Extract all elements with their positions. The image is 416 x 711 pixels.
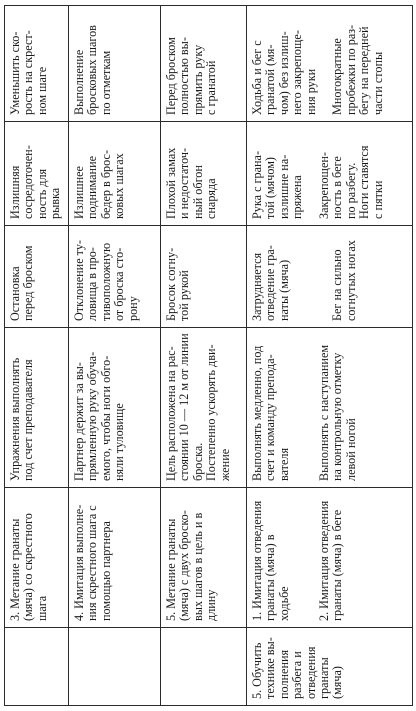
method-cell: Цель расположена на рас- стоянии 10 — 12 м от линии броска. Постепенно ускорять дви- жение [161,328,247,488]
error-cell: Отклонение ту- ловища в про- тивоположную от броска сто- рону [69,226,161,328]
correction-cell: Выполнение бросковых шагов по отметкам [69,6,161,122]
correction-cell: Перед броском полностью вы- прямить руку с гранатой [161,6,247,122]
stage-cell [161,628,247,706]
table-row [69,6,161,706]
table-row [5,6,69,706]
method-cell: Партнер держит за вы- прямленную руку обуча- емого, чтобы ноги обго- няли туловище [69,328,161,488]
exercise-cell: 4. Имитация выполне- ния скрестного шага с помощью партнера [69,488,161,628]
error-cell: Остановка перед броском [5,226,69,328]
table-row [247,6,413,706]
methods-table [4,5,413,706]
correction-cell: Уменьшить ско- рость на скрест- ном шаге [5,6,69,122]
exercise-cell: 1. Имитация отведения гранаты (мяча) в ходьбе 2. Имитация отведения гранаты (мяча) в беге [247,488,413,628]
rotated-table-wrapper [4,6,412,706]
error-cell: Затрудняется отведение гра- наты (мяча) Бег на сильно согнутых ногах [247,226,413,328]
cause-cell: Плохой замах и недостаточ- ный обгон снаряда [161,122,247,226]
cause-cell: Рука с грана- той (мячом) излишне на- пряжена Закрепощен- ность в беге по разбегу. Ноги ставятся с пятки [247,122,413,226]
stage-cell [69,628,161,706]
error-cell: Бросок согну- той рукой [161,226,247,328]
correction-cell: Ходьба и бег с гранатой (мя- чом) без излиш- него закрепоще- ния руки Многократные пробежки по раз- бегу на передней части стопы [247,6,413,122]
table-row [161,6,247,706]
method-cell: Упражнения выполнять под счет преподавателя [5,328,69,488]
cause-cell: Излишняя сосредоточен- ность для рывка [5,122,69,226]
stage-cell [5,628,69,706]
exercise-cell: 3. Метание гранаты (мяча) со скрестного шага [5,488,69,628]
exercise-cell: 5. Метание гранаты (мяча) с двух броско- вых шагов в цель и в длину [161,488,247,628]
method-cell: Выполнять медленно, под счет и команду препода- вателя Выполнять с наступанием на контрольную отметку левой ногой [247,328,413,488]
cause-cell: Излишнее поднимание бедер в брос- ковых шагах [69,122,161,226]
stage-cell: 5. Обучить технике вы- полнения разбега и отведения гранаты (мяча) [247,628,413,706]
